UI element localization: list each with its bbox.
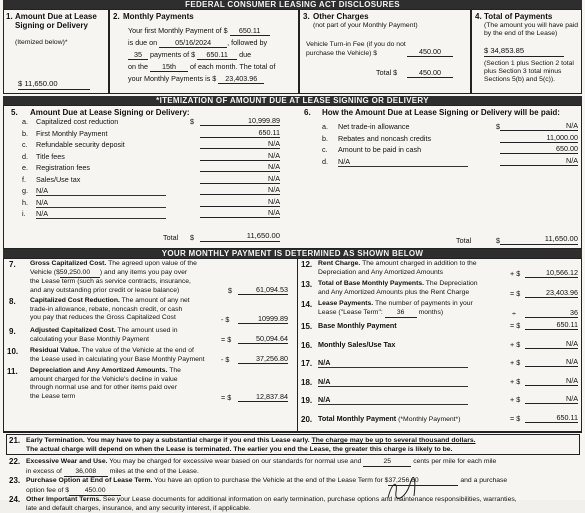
s8-text2: trade-in allowance, rebate, noncash credit, or cash xyxy=(30,305,183,313)
s23-number: 23. xyxy=(9,476,21,485)
box2-line4-text-b: of each month. The total of xyxy=(189,62,276,71)
sec6-item-label: N/A xyxy=(338,158,468,167)
s7-text4: and any outstanding prior credit or lease balance) xyxy=(30,286,180,294)
s17-number: 17. xyxy=(301,359,313,368)
box1-subtitle: (Itemized below)* xyxy=(15,39,68,46)
s12-symbol: + $ xyxy=(510,269,521,278)
s24-title: Other Important Terms. xyxy=(26,496,102,503)
sec6-item-value: 650.00 xyxy=(500,145,578,154)
s7-symbol: $ xyxy=(228,286,232,295)
s15-title xyxy=(318,322,397,330)
section21-top-rule xyxy=(3,432,582,433)
payment-amount: 650.11 xyxy=(197,51,237,60)
sec6-dollar: $ xyxy=(496,122,500,131)
s12-text xyxy=(318,260,477,277)
s15-symbol: = $ xyxy=(510,321,521,330)
box2-line1-text: Your first Monthly Payment of $ xyxy=(128,26,228,35)
s8-value: 10999.89 xyxy=(238,315,288,324)
excess-wear-miles: 36,008 xyxy=(64,467,108,477)
s14-text1: The number of payments in your xyxy=(374,300,473,307)
box4-amount: $ 34,853.85 xyxy=(484,47,564,57)
payment-count: 35 xyxy=(128,51,148,60)
s20-number: 20. xyxy=(301,414,313,424)
sec5-item-letter: g. xyxy=(22,186,28,195)
sec5-item-label: Refundable security deposit xyxy=(36,140,125,149)
sec5-title: Amount Due at Lease Signing or Delivery: xyxy=(30,108,190,117)
s7-text2b: ) and any items you pay over xyxy=(99,268,188,276)
s21-text1: You may have to pay a substantial charge if you end this Lease early. xyxy=(86,437,310,444)
sec5-item-label: Registration fees xyxy=(36,163,90,172)
box3-title-note: (not part of your Monthly Payment) xyxy=(313,22,418,29)
sec5-item-value: N/A xyxy=(200,186,280,195)
s7-title: Gross Capitalized Cost. xyxy=(30,260,107,267)
s21-title: Early Termination. xyxy=(26,437,85,444)
s15-value: 650.11 xyxy=(525,321,578,330)
sec5-item-letter: b. xyxy=(22,128,28,138)
s19-value: N/A xyxy=(525,395,578,404)
sec5-item-value: 10,999.89 xyxy=(200,117,280,126)
s22-text xyxy=(26,457,496,477)
s20-symbol: = $ xyxy=(510,413,521,423)
sec5-item-label: First Monthly Payment xyxy=(36,128,108,138)
sec6-item-label: Amount to be paid in cash xyxy=(338,145,422,154)
disclosure-header: FEDERAL CONSUMER LEASING ACT DISCLOSURES xyxy=(3,0,582,9)
s7-text1: The agreed upon value of the xyxy=(108,260,197,267)
sec5-item-letter: h. xyxy=(22,197,28,207)
s22-text3a: in excess of xyxy=(26,468,62,475)
s20-title-text: Total Monthly Payment xyxy=(318,413,397,423)
s14-value: 36 xyxy=(525,309,578,318)
s16-symbol: + $ xyxy=(510,339,521,349)
s11-value: 12,837.84 xyxy=(238,393,288,402)
sec5-item-label: Title fees xyxy=(36,151,65,161)
s24-text1: See your Lease documents for additional information on early termination, purchase options and maintenance responsibilities, warranties, xyxy=(102,496,517,503)
monthly-payments-total: 23,403.96 xyxy=(218,75,264,84)
box2-line4-text-a: on the xyxy=(128,62,148,71)
s11-text xyxy=(30,367,181,401)
s13-symbol: = $ xyxy=(510,289,521,298)
s14-text xyxy=(318,300,473,318)
s24-text xyxy=(26,495,517,513)
s10-value: 37,256.80 xyxy=(238,355,288,364)
sec5-item-value: N/A xyxy=(200,140,280,149)
s22-text2: cents per mile for each mile xyxy=(413,458,497,465)
sec5-item-letter: c. xyxy=(22,140,28,149)
s18-symbol: + $ xyxy=(510,376,521,386)
s20-value: 650.11 xyxy=(525,414,578,423)
s7-text xyxy=(30,260,197,295)
s23-text3a: option fee of $ xyxy=(26,487,70,494)
excess-wear-cents: 25 xyxy=(363,457,411,467)
purchase-option-fee: 450.00 xyxy=(69,486,121,496)
box4-description: (The amount you will have paid by the end of the Lease) xyxy=(484,22,579,37)
s11-text3: through normal use and for other items paid over xyxy=(30,384,177,391)
sec6-item-label: Rebates and noncash credits xyxy=(338,133,432,143)
sec6-total: 11,650.00 xyxy=(500,235,578,245)
s11-title: Depreciation and Any Amortized Amounts. xyxy=(30,367,168,374)
sec5-item-label: Capitalized cost reduction xyxy=(36,117,119,126)
sec6-title: How the Amount Due at Lease Signing or Delivery will be paid: xyxy=(322,108,560,117)
s14-text2b: months) xyxy=(418,308,444,316)
sec5-total-dollar: $ xyxy=(190,233,194,242)
s16-value: N/A xyxy=(525,340,578,349)
lease-term-months: 36 xyxy=(385,309,417,319)
s24-text2: late and default charges, insurance, and any security interest, if applicable. xyxy=(26,505,251,512)
s21-text3: The actual charge will depend on when the Lease is terminated. The earlier you end the Lease, the greater this charge is likely to be. xyxy=(26,446,453,453)
box4-number: 4. xyxy=(475,12,482,21)
s22-text1: You may be charged for excessive wear based on our standards for normal use and xyxy=(109,458,362,465)
s22-text3b: miles at the end of the Lease. xyxy=(109,468,199,475)
s23-text xyxy=(26,476,507,496)
s7-text2a: Vehicle ($ xyxy=(30,268,60,276)
s10-number: 10. xyxy=(7,347,19,356)
s10-symbol: - $ xyxy=(221,355,230,364)
s8-symbol: - $ xyxy=(221,315,230,324)
first-payment-value: 650.11 xyxy=(230,27,270,36)
s11-text4: the Lease term xyxy=(30,392,76,400)
s10-text1: The value of the Vehicle at the end of xyxy=(81,347,194,354)
s8-number: 8. xyxy=(9,297,16,306)
s14-symbol: ÷ xyxy=(512,309,516,318)
sec5-dollar: $ xyxy=(190,117,194,126)
sec5-item-letter: a. xyxy=(22,117,28,126)
s22-number: 22. xyxy=(9,457,21,466)
purchase-option-price: 37,256.80 xyxy=(388,476,458,486)
turnin-fee-value: 450.00 xyxy=(407,48,453,57)
sec6-total-dollar: $ xyxy=(496,236,500,245)
s9-text xyxy=(30,327,178,344)
box3-total-label: Total $ xyxy=(376,68,398,77)
s23-text2: and a purchase xyxy=(460,477,508,484)
box2-number: 2. xyxy=(113,12,120,21)
other-charges-total: 450.00 xyxy=(407,69,453,78)
s13-number: 13. xyxy=(301,280,313,289)
s23-text1: You have an option to purchase the Vehicle at the end of the Lease Term for $ xyxy=(154,477,389,484)
box1-title: Amount Due at Lease Signing or Delivery xyxy=(15,12,97,30)
sec6-item-value: N/A xyxy=(500,157,578,166)
sec5-total-label: Total xyxy=(163,233,179,242)
sec5-item-letter: i. xyxy=(22,209,26,218)
box2-line2-text-a: is due on xyxy=(128,38,158,47)
s21-text2: The charge may be up to several thousand dollars. xyxy=(311,437,476,444)
s9-text2: calculating your Base Monthly Payment xyxy=(30,335,150,343)
s17-symbol: + $ xyxy=(510,358,521,367)
s11-number: 11. xyxy=(7,367,18,376)
s19-number: 19. xyxy=(301,396,313,405)
box3-number: 3. xyxy=(303,12,310,21)
s15-title-text: Base Monthly Payment xyxy=(318,321,397,330)
s19-symbol: + $ xyxy=(510,395,521,404)
s23-title: Purchase Option at End of Lease Term. xyxy=(26,477,153,484)
sec6-item-value: 11,000.00 xyxy=(500,134,578,143)
box2-line5-text: your Monthly Payments is $ xyxy=(128,74,217,83)
itemization-header: *ITEMIZATION OF AMOUNT DUE AT LEASE SIGNING OR DELIVERY xyxy=(3,96,582,105)
s10-title: Residual Value. xyxy=(30,347,80,354)
sec5-item-value: N/A xyxy=(200,163,280,172)
s8-text1: The amount of any net xyxy=(121,297,190,304)
s12-number: 12. xyxy=(301,260,313,269)
sec6-number: 6. xyxy=(304,108,311,117)
box-amount-due xyxy=(3,9,109,94)
sec6-item-letter: d. xyxy=(322,156,328,166)
s9-value: 50,094.64 xyxy=(238,335,288,344)
sec5-item-label: N/A xyxy=(36,199,166,208)
s13-title: Total of Base Monthly Payments. xyxy=(318,280,424,287)
box-total-of-payments xyxy=(471,9,582,94)
s18-number: 18. xyxy=(301,377,313,387)
first-due-date: 05/16/2024 xyxy=(159,39,227,48)
box2-title: Monthly Payments xyxy=(123,12,194,21)
s10-text xyxy=(30,347,205,364)
box-other-charges xyxy=(299,9,471,94)
s12-value: 10,566.12 xyxy=(525,269,578,278)
s7-vehicle-value: 59,250.00 xyxy=(60,269,100,279)
s14-title: Lease Payments. xyxy=(318,300,374,307)
s7-text3: the Lease term (such as service contracts, insurance, xyxy=(30,278,191,285)
s8-text xyxy=(30,297,190,323)
box2-line2 xyxy=(128,39,267,48)
payment-column-divider xyxy=(297,258,298,432)
s18-title xyxy=(318,378,468,387)
box1-amount: $ 11,650.00 xyxy=(18,80,90,90)
sec5-item-letter: f. xyxy=(22,174,26,184)
s10-text2: the Lease used in calculating your Base Monthly Payment xyxy=(30,355,205,363)
s18-title-text: N/A xyxy=(318,376,331,386)
sec5-item-label: N/A xyxy=(36,210,166,219)
sec6-total-label: Total xyxy=(456,236,472,245)
s7-value: 61,094.53 xyxy=(238,286,288,295)
s20-title-note: (*Monthly Payment*) xyxy=(398,415,461,423)
s7-number: 7. xyxy=(9,260,16,269)
s20-title xyxy=(318,415,460,424)
s12-text1: The amount charged in addition to the xyxy=(362,260,477,267)
sec5-number: 5. xyxy=(11,108,18,117)
sec5-item-label: Sales/Use tax xyxy=(36,174,81,184)
box4-note: (Section 1 plus Section 2 total plus Section 3 total minus Sections 5(b) and 5(c)). xyxy=(484,60,574,83)
s16-number: 16. xyxy=(301,340,313,350)
sec5-total: 11,650.00 xyxy=(200,232,280,242)
sec6-item-label: Net trade-in allowance xyxy=(338,122,410,131)
s14-text2a: Lease ("Lease Term": xyxy=(318,308,383,316)
s12-text2: Depreciation and Any Amortized Amounts xyxy=(318,268,444,276)
s9-symbol: = $ xyxy=(221,335,232,344)
box2-line3-text-a: payments of $ xyxy=(150,50,196,59)
s16-title-text: Monthly Sales/Use Tax xyxy=(318,339,396,349)
monthly-payment-header: YOUR MONTHLY PAYMENT IS DETERMINED AS SHOWN BELOW xyxy=(3,249,582,258)
s8-text3: you pay that reduces the Gross Capitalized Cost xyxy=(30,314,176,321)
s9-number: 9. xyxy=(9,327,16,336)
s15-number: 15. xyxy=(301,322,313,331)
sec5-item-letter: e. xyxy=(22,163,28,172)
s9-text1: The amount used in xyxy=(117,327,178,334)
sec5-item-value: N/A xyxy=(200,152,280,161)
sec5-item-label: N/A xyxy=(36,187,166,196)
s11-symbol: = $ xyxy=(221,393,232,402)
s13-text2: and Any Amortized Amounts plus the Rent Charge xyxy=(318,288,470,296)
s17-title-text: N/A xyxy=(318,358,331,367)
box-monthly-payments xyxy=(109,9,299,94)
payment-day: 15th xyxy=(150,63,188,72)
sec6-item-letter: c. xyxy=(322,145,328,154)
box3-turnin-label: Vehicle Turn-in Fee (if you do not purchase the Vehicle) $ xyxy=(306,41,406,57)
sec6-item-letter: a. xyxy=(322,122,328,131)
s11-text2: amount charged for the Vehicle's decline in value xyxy=(30,375,178,383)
sec5-item-value: 650.11 xyxy=(200,129,280,138)
s21-text xyxy=(26,436,476,454)
sec5-item-value: N/A xyxy=(200,198,280,207)
box2-line1 xyxy=(128,27,270,36)
s13-text xyxy=(318,280,478,297)
s24-number: 24. xyxy=(9,495,21,504)
s16-title xyxy=(318,341,395,349)
s17-title xyxy=(318,359,468,368)
box2-line3 xyxy=(128,51,251,60)
box2-line3-text-b: due xyxy=(239,50,252,59)
signature-scribble xyxy=(384,478,424,500)
sec6-item-letter: b. xyxy=(322,133,328,143)
s11-text1: The xyxy=(169,367,181,374)
box4-title: Total of Payments xyxy=(484,12,553,21)
box2-line2-text-b: , followed by xyxy=(227,38,268,47)
sec5-item-value: N/A xyxy=(200,209,280,218)
box3-title: Other Charges xyxy=(313,12,369,21)
s13-text1: The Depreciation xyxy=(425,280,478,287)
s9-title: Adjusted Capitalized Cost. xyxy=(30,327,116,334)
s18-value: N/A xyxy=(525,377,578,386)
s13-value: 23,403.96 xyxy=(525,289,578,298)
s8-title: Capitalized Cost Reduction. xyxy=(30,297,120,304)
s14-number: 14. xyxy=(301,300,313,309)
s19-title-text: N/A xyxy=(318,395,331,404)
box1-number: 1. xyxy=(6,12,13,21)
s21-number: 21. xyxy=(9,436,21,445)
s19-title xyxy=(318,396,468,405)
sec5-item-letter: d. xyxy=(22,151,28,161)
s17-value: N/A xyxy=(525,358,578,367)
s22-title: Excessive Wear and Use. xyxy=(26,458,108,465)
sec5-item-value: N/A xyxy=(200,175,280,184)
sec6-item-value: N/A xyxy=(500,122,578,131)
box2-line5 xyxy=(128,75,264,84)
box2-line4 xyxy=(128,63,275,72)
s12-title: Rent Charge. xyxy=(318,260,361,267)
